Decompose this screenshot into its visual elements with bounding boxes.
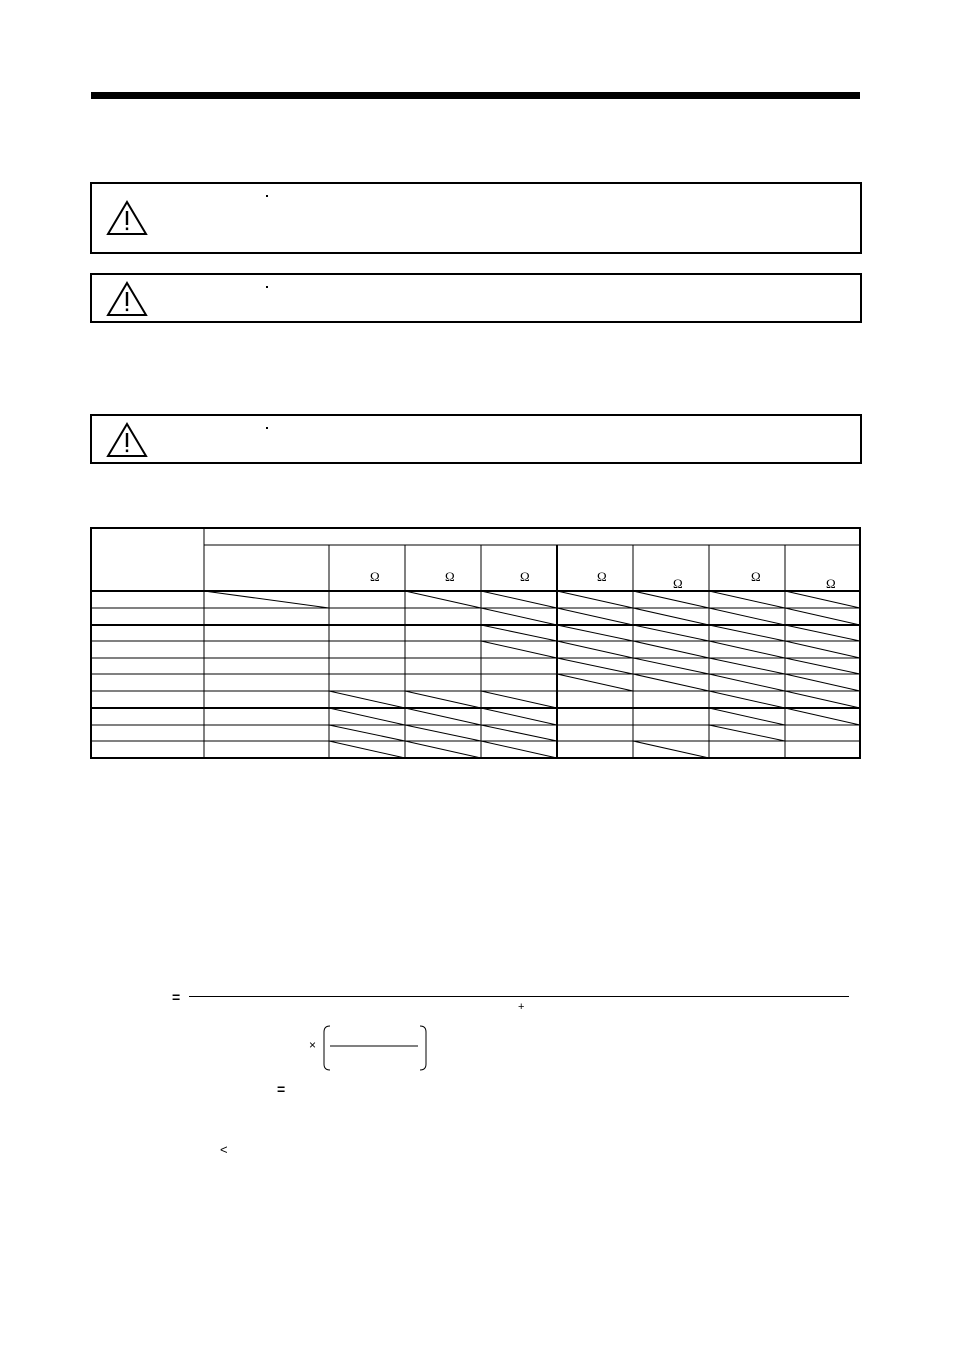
na-cell-diagonal: [785, 658, 860, 674]
na-cell-diagonal: [329, 741, 405, 758]
formula-plus: +: [518, 1001, 525, 1013]
na-cell-diagonal: [481, 641, 557, 658]
na-cell-diagonal: [557, 591, 633, 608]
na-cell-diagonal: [481, 625, 557, 641]
na-cell-diagonal: [633, 625, 709, 641]
na-cell-diagonal: [709, 708, 785, 725]
bracketed-fraction: [322, 1024, 428, 1072]
na-cell-diagonal: [785, 674, 860, 691]
na-cell-diagonal: [633, 591, 709, 608]
unit-ohm-7: Ω: [826, 576, 836, 591]
warning-dot: [266, 427, 268, 429]
na-cell-diagonal: [709, 625, 785, 641]
na-cell-diagonal: [785, 608, 860, 625]
na-cell-diagonal: [557, 625, 633, 641]
na-cell-diagonal: [405, 725, 481, 741]
na-cell-diagonal: [709, 674, 785, 691]
na-cell-diagonal: [481, 725, 557, 741]
unit-ohm-1: Ω: [370, 569, 380, 584]
na-cell-diagonal: [709, 591, 785, 608]
na-cell-diagonal: [204, 591, 329, 608]
na-cell-diagonal: [481, 741, 557, 758]
na-cell-diagonal: [785, 591, 860, 608]
na-cell-diagonal: [405, 591, 481, 608]
warning-box-1: [90, 182, 862, 254]
formula-equals-2: =: [277, 1081, 286, 1097]
na-cell-diagonal: [785, 641, 860, 658]
na-cell-diagonal: [785, 625, 860, 641]
unit-ohm-5: Ω: [673, 576, 683, 591]
warning-triangle-icon: [106, 422, 148, 458]
formula-less-than: <: [220, 1142, 228, 1157]
na-cell-diagonal: [557, 674, 633, 691]
fraction-bar: [189, 996, 849, 997]
na-cell-diagonal: [405, 708, 481, 725]
na-cell-diagonal: [709, 641, 785, 658]
na-cell-diagonal: [481, 691, 557, 708]
na-cell-diagonal: [405, 691, 481, 708]
na-cell-diagonal: [481, 591, 557, 608]
na-cell-diagonal: [633, 741, 709, 758]
na-cell-diagonal: [329, 708, 405, 725]
na-cell-diagonal: [329, 725, 405, 741]
warning-dot: [266, 195, 268, 197]
warning-triangle-icon: [106, 200, 148, 236]
resistor-selection-table: [90, 527, 862, 761]
unit-ohm-6: Ω: [751, 569, 761, 584]
warning-box-3: [90, 414, 862, 464]
unit-ohm-3: Ω: [520, 569, 530, 584]
na-cell-diagonal: [785, 708, 860, 725]
warning-dot: [266, 286, 268, 288]
na-cell-diagonal: [633, 674, 709, 691]
na-cell-diagonal: [481, 608, 557, 625]
na-cell-diagonal: [633, 658, 709, 674]
na-cell-diagonal: [709, 608, 785, 625]
na-cell-diagonal: [481, 708, 557, 725]
na-cell-diagonal: [633, 641, 709, 658]
na-cell-diagonal: [329, 691, 405, 708]
na-cell-diagonal: [557, 608, 633, 625]
warning-box-2: [90, 273, 862, 323]
na-cell-diagonal: [633, 608, 709, 625]
na-cell-diagonal: [709, 658, 785, 674]
na-cell-diagonal: [405, 741, 481, 758]
unit-ohm-4: Ω: [597, 569, 607, 584]
na-cell-diagonal: [709, 725, 785, 741]
formula-times: ×: [309, 1038, 317, 1052]
na-cell-diagonal: [785, 691, 860, 708]
unit-ohm-2: Ω: [445, 569, 455, 584]
na-cell-diagonal: [709, 691, 785, 708]
header-rule: [91, 92, 860, 99]
warning-triangle-icon: [106, 281, 148, 317]
formula-equals-1: =: [172, 989, 181, 1005]
na-cell-diagonal: [557, 641, 633, 658]
na-cell-diagonal: [557, 658, 633, 674]
